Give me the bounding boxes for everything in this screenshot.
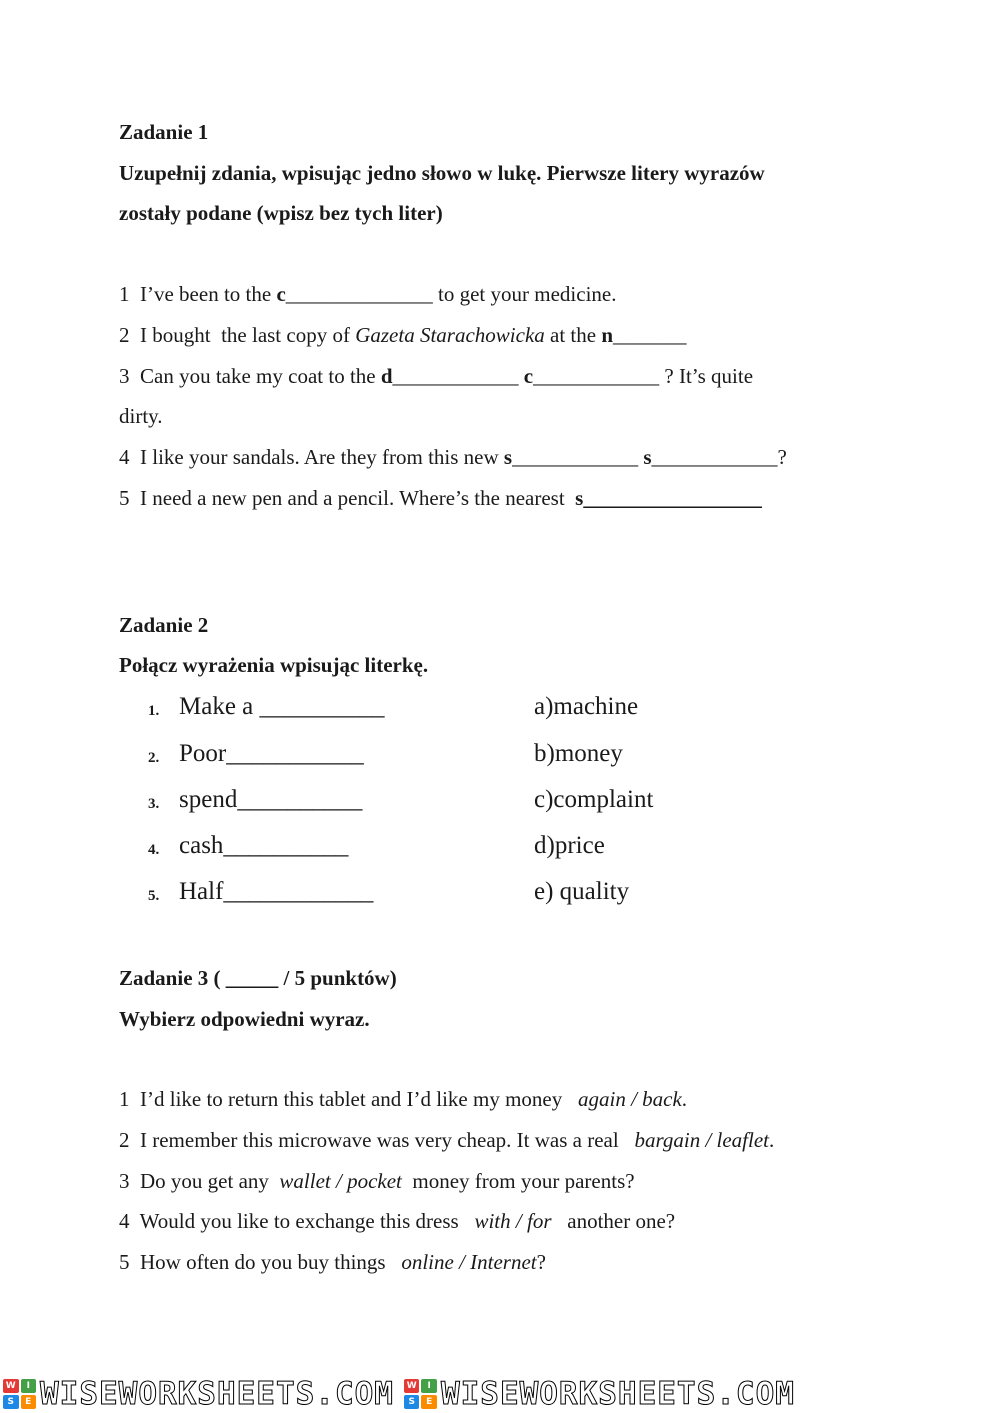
gap[interactable]: ______________ — [285, 282, 433, 306]
match-left-item[interactable]: spend__________ — [179, 786, 363, 813]
task3-item-3: 3 Do you get any wallet / pocket money from your parents? — [119, 1169, 635, 1193]
gap[interactable]: ____________ — [512, 445, 639, 469]
match-left-item[interactable]: Half____________ — [179, 878, 374, 905]
match-left-item[interactable]: Poor___________ — [179, 740, 364, 767]
task1-title: Zadanie 1 — [119, 120, 209, 144]
watermark-text: WISEWORKSHEETS.COM — [40, 1375, 394, 1412]
choice[interactable]: online / Internet — [401, 1250, 537, 1274]
choice[interactable]: again / back — [577, 1087, 682, 1111]
task1-item-4: 4 I like your sandals. Are they from this new s____________ s____________? — [119, 445, 787, 469]
watermark-footer — [0, 1374, 1000, 1413]
match-number: 4. — [148, 842, 160, 858]
match-number: 3. — [148, 796, 160, 812]
match-left-item[interactable]: cash__________ — [179, 832, 349, 859]
match-right-item: c)complaint — [534, 786, 654, 813]
logo-grid-icon: W I S E — [404, 1379, 437, 1409]
task3-item-4: 4 Would you like to exchange this dress with / for another one? — [119, 1209, 676, 1233]
match-left-item[interactable]: Make a __________ — [179, 693, 385, 720]
task2-title: Zadanie 2 — [119, 613, 209, 637]
match-right-item: d)price — [534, 832, 605, 859]
match-right-item: b)money — [534, 740, 623, 767]
match-number: 1. — [148, 703, 160, 719]
watermark-logo — [404, 1376, 795, 1412]
choice[interactable]: with / for — [474, 1209, 552, 1233]
task1-item-5: 5 I need a new pen and a pencil. Where’s the nearest s_________________ — [119, 486, 762, 510]
choice[interactable]: wallet / pocket — [279, 1169, 402, 1193]
choice[interactable]: bargain / leaflet — [634, 1128, 770, 1152]
watermark-logo — [3, 1376, 394, 1412]
match-right-item: a)machine — [534, 693, 639, 720]
task1-item-2: 2 I bought the last copy of Gazeta Starachowicka at the n_______ — [119, 323, 687, 347]
task1-item-3: 3 Can you take my coat to the d____________ c____________ ? It’s quite — [119, 364, 754, 388]
task3-item-1: 1 I’d like to return this tablet and I’d like my money again / back. — [119, 1087, 688, 1111]
task3-item-5: 5 How often do you buy things online / Internet? — [119, 1250, 546, 1274]
task1-item-3-cont: dirty. — [119, 404, 163, 428]
task1-item-1: 1 I’ve been to the c______________ to get your medicine. — [119, 282, 617, 306]
task2-instruction: Połącz wyrażenia wpisując literkę. — [119, 653, 429, 677]
gap[interactable]: _________________ — [583, 486, 762, 510]
task3-title: Zadanie 3 ( _____ / 5 punktów) — [119, 966, 397, 990]
logo-grid-icon: W I S E — [3, 1379, 36, 1409]
gap[interactable]: ____________ — [651, 445, 778, 469]
gap[interactable]: ____________ — [533, 364, 660, 388]
match-number: 5. — [148, 888, 160, 904]
task1-instruction-line2: zostały podane (wpisz bez tych liter) — [119, 201, 443, 225]
task1-instruction-line1: Uzupełnij zdania, wpisując jedno słowo w lukę. Pierwsze litery wyrazów — [119, 161, 765, 185]
task3-item-2: 2 I remember this microwave was very cheap. It was a real bargain / leaflet. — [119, 1128, 775, 1152]
gap[interactable]: _______ — [613, 323, 687, 347]
watermark-text: WISEWORKSHEETS.COM — [440, 1375, 795, 1412]
match-number: 2. — [148, 750, 160, 766]
gap[interactable]: ____________ — [392, 364, 519, 388]
task3-instruction: Wybierz odpowiedni wyraz. — [119, 1007, 370, 1031]
match-right-item: e) quality — [534, 878, 630, 905]
